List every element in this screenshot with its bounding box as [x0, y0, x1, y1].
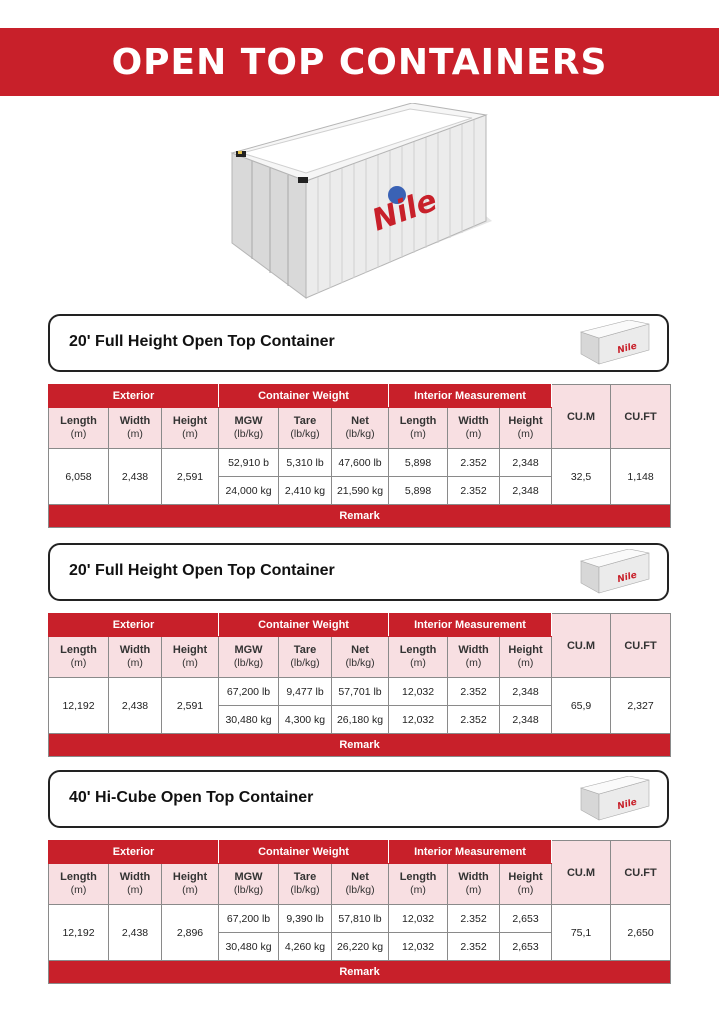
interior-measurement-header: Interior Measurement — [389, 614, 552, 637]
col-ext-height: Height (m) — [162, 408, 219, 449]
int-width-value: 2.352 — [448, 449, 500, 477]
col-net: Net (lb/kg) — [332, 864, 389, 905]
ext-height-value: 2,591 — [162, 678, 219, 734]
col-tare: Tare (lb/kg) — [279, 637, 332, 678]
svg-text:Nile: Nile — [616, 570, 639, 586]
container-title: 20' Full Height Open Top Container — [69, 562, 335, 579]
container-title: 20' Full Height Open Top Container — [69, 333, 335, 350]
col-int-height: Height (m) — [500, 637, 552, 678]
net-value: 26,180 kg — [332, 706, 389, 734]
interior-measurement-header: Interior Measurement — [389, 385, 552, 408]
svg-text:Nile: Nile — [616, 341, 639, 357]
int-width-value: 2.352 — [448, 706, 500, 734]
tare-value: 5,310 lb — [279, 449, 332, 477]
cum-header: CU.M — [552, 614, 611, 678]
col-tare: Tare (lb/kg) — [279, 864, 332, 905]
exterior-header: Exterior — [49, 841, 219, 864]
exterior-header: Exterior — [49, 385, 219, 408]
col-int-height: Height (m) — [500, 864, 552, 905]
cum-value: 75,1 — [552, 905, 611, 961]
col-ext-height: Height (m) — [162, 637, 219, 678]
int-length-value: 12,032 — [389, 905, 448, 933]
exterior-header: Exterior — [49, 614, 219, 637]
net-value: 21,590 kg — [332, 477, 389, 505]
mgw-value: 67,200 lb — [219, 678, 279, 706]
cuft-header: CU.FT — [611, 841, 671, 905]
col-ext-height: Height (m) — [162, 864, 219, 905]
int-height-value: 2,653 — [500, 933, 552, 961]
cum-header: CU.M — [552, 385, 611, 449]
container-spec-table — [48, 384, 671, 528]
col-net: Net (lb/kg) — [332, 637, 389, 678]
col-int-length: Length (m) — [389, 408, 448, 449]
int-width-value: 2.352 — [448, 678, 500, 706]
net-value: 57,810 lb — [332, 905, 389, 933]
table-row — [49, 449, 671, 477]
tare-value: 2,410 kg — [279, 477, 332, 505]
container-thumbnail-image — [577, 320, 651, 366]
cuft-header: CU.FT — [611, 614, 671, 678]
col-ext-length: Length (m) — [49, 408, 109, 449]
mgw-value: 24,000 kg — [219, 477, 279, 505]
container-weight-header: Container Weight — [219, 614, 389, 637]
ext-width-value: 2,438 — [109, 905, 162, 961]
container-weight-header: Container Weight — [219, 841, 389, 864]
int-width-value: 2.352 — [448, 933, 500, 961]
cum-header: CU.M — [552, 841, 611, 905]
table-row — [49, 905, 671, 933]
col-tare: Tare (lb/kg) — [279, 408, 332, 449]
tare-value: 4,300 kg — [279, 706, 332, 734]
ext-length-value: 6,058 — [49, 449, 109, 505]
int-length-value: 12,032 — [389, 933, 448, 961]
tare-value: 4,260 kg — [279, 933, 332, 961]
col-int-length: Length (m) — [389, 864, 448, 905]
cum-value: 32,5 — [552, 449, 611, 505]
ext-height-value: 2,591 — [162, 449, 219, 505]
col-ext-width: Width (m) — [109, 408, 162, 449]
container-title-box — [48, 314, 669, 372]
int-height-value: 2,348 — [500, 678, 552, 706]
int-height-value: 2,348 — [500, 706, 552, 734]
mgw-value: 67,200 lb — [219, 905, 279, 933]
int-height-value: 2,348 — [500, 477, 552, 505]
col-mgw: MGW (lb/kg) — [219, 864, 279, 905]
container-title: 40' Hi-Cube Open Top Container — [69, 789, 314, 806]
tare-value: 9,390 lb — [279, 905, 332, 933]
cuft-value: 2,650 — [611, 905, 671, 961]
open-top-container-image — [222, 103, 494, 308]
ext-length-value: 12,192 — [49, 905, 109, 961]
col-int-width: Width (m) — [448, 864, 500, 905]
remark-row: Remark — [49, 505, 671, 528]
cuft-header: CU.FT — [611, 385, 671, 449]
col-ext-width: Width (m) — [109, 637, 162, 678]
int-length-value: 5,898 — [389, 449, 448, 477]
ext-length-value: 12,192 — [49, 678, 109, 734]
int-width-value: 2.352 — [448, 905, 500, 933]
col-ext-length: Length (m) — [49, 864, 109, 905]
col-int-width: Width (m) — [448, 408, 500, 449]
remark-row: Remark — [49, 734, 671, 757]
col-mgw: MGW (lb/kg) — [219, 408, 279, 449]
int-height-value: 2,653 — [500, 905, 552, 933]
svg-text:Nile: Nile — [367, 182, 442, 239]
col-ext-length: Length (m) — [49, 637, 109, 678]
col-int-length: Length (m) — [389, 637, 448, 678]
col-int-height: Height (m) — [500, 408, 552, 449]
mgw-value: 30,480 kg — [219, 933, 279, 961]
ext-width-value: 2,438 — [109, 449, 162, 505]
remark-row: Remark — [49, 961, 671, 984]
net-value: 47,600 lb — [332, 449, 389, 477]
table-row — [49, 678, 671, 706]
interior-measurement-header: Interior Measurement — [389, 841, 552, 864]
container-title-box — [48, 770, 669, 828]
ext-height-value: 2,896 — [162, 905, 219, 961]
ext-width-value: 2,438 — [109, 678, 162, 734]
int-length-value: 12,032 — [389, 678, 448, 706]
int-height-value: 2,348 — [500, 449, 552, 477]
col-ext-width: Width (m) — [109, 864, 162, 905]
container-thumbnail-image — [577, 549, 651, 595]
net-value: 26,220 kg — [332, 933, 389, 961]
container-title-box — [48, 543, 669, 601]
int-width-value: 2.352 — [448, 477, 500, 505]
int-length-value: 5,898 — [389, 477, 448, 505]
col-mgw: MGW (lb/kg) — [219, 637, 279, 678]
cuft-value: 2,327 — [611, 678, 671, 734]
cum-value: 65,9 — [552, 678, 611, 734]
mgw-value: 30,480 kg — [219, 706, 279, 734]
tare-value: 9,477 lb — [279, 678, 332, 706]
cuft-value: 1,148 — [611, 449, 671, 505]
page-title: OPEN TOP CONTAINERS — [111, 41, 608, 83]
int-length-value: 12,032 — [389, 706, 448, 734]
net-value: 57,701 lb — [332, 678, 389, 706]
title-banner — [0, 28, 719, 96]
mgw-value: 52,910 b — [219, 449, 279, 477]
container-weight-header: Container Weight — [219, 385, 389, 408]
svg-text:Nile: Nile — [616, 797, 639, 813]
container-spec-table — [48, 613, 671, 757]
col-net: Net (lb/kg) — [332, 408, 389, 449]
container-spec-table — [48, 840, 671, 984]
container-thumbnail-image — [577, 776, 651, 822]
col-int-width: Width (m) — [448, 637, 500, 678]
